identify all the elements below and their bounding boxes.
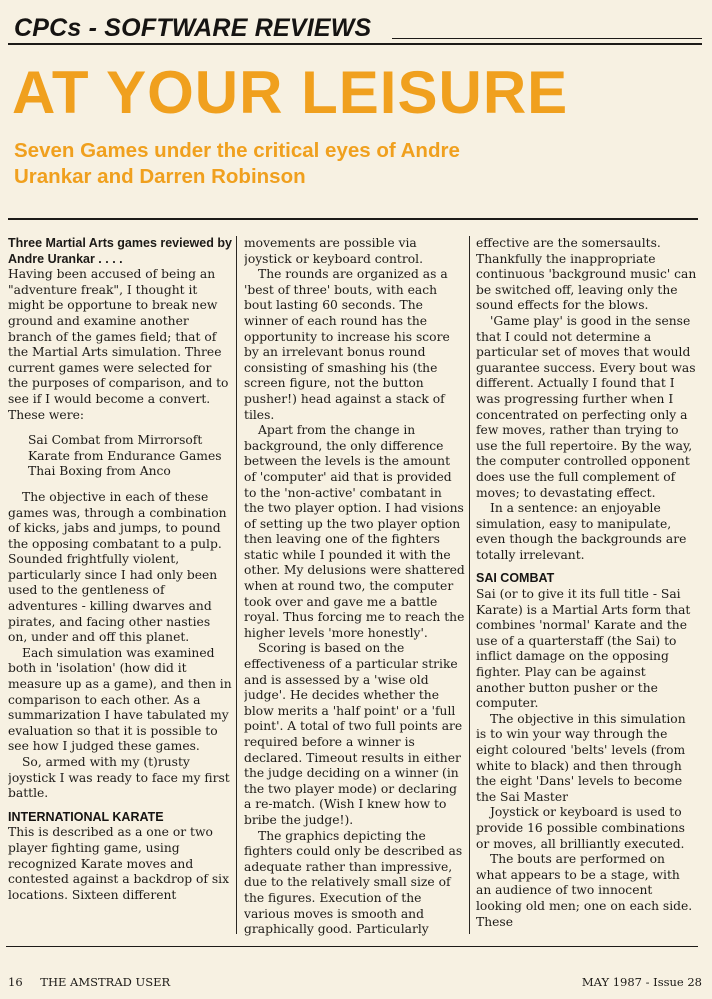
publication-name: THE AMSTRAD USER — [40, 975, 171, 989]
body-paragraph: Sai (or to give it its full title - Sai Karate) is a Martial Arts form that combines 'normal' Karate and the use of a quarterstaff (the Sai) to inflict damage on the opposing fighter. Play can be against another button pusher or the computer. — [476, 587, 691, 711]
body-paragraph: The objective in each of these games was, through a combination of kicks, jabs and jumps, to pound the opposing combatant to a pulp. Sounded frightfully violent, particularly since I had only been used to the gentleness of adventures - killing dwarves and pirates, and facing other nasties on, under and off this planet. — [8, 489, 227, 645]
intro-heading: Three Martial Arts games reviewed by Andre Urankar . . . . — [8, 236, 232, 266]
article-subtitle: Seven Games under the critical eyes of Andre Urankar and Darren Robinson — [14, 139, 460, 188]
column-divider-2 — [469, 236, 470, 934]
article-title: AT YOUR LEISURE — [12, 59, 569, 126]
body-paragraph: The bouts are performed on what appears to be a stage, with an audience of two innocent looking old men; one on each side. These — [476, 852, 693, 929]
header-rule — [8, 43, 702, 45]
games-list-item: Karate from Endurance Games — [28, 448, 222, 463]
page-number: 16 — [8, 975, 23, 989]
body-paragraph: The objective in this simulation is to win your way through the eight coloured 'belts' levels (from white to black) and then through the eight 'Dans' levels to become the Sai Master — [476, 711, 686, 804]
column-1 — [8, 236, 232, 936]
games-list-item: Sai Combat from Mirrorsoft — [28, 433, 203, 448]
sai-combat-heading: SAI COMBAT — [476, 571, 555, 586]
body-paragraph: Apart from the change in background, the only difference between the levels is the amount of 'computer' aid that is provided to the 'non-active' combatant in the two player option. I had visions of setting up the two player option then leaving one of the fighters static while I pounded it with the other. My delusions were shattered when at round two, the computer took over and gave me a battle royal. Thus forcing me to reach the higher levels 'more honestly'. — [244, 423, 465, 640]
body-paragraph: This is described as a one or two player fighting game, using recognized Karate moves and contested against a backdrop of six locations. Sixteen different — [8, 825, 230, 902]
body-paragraph: Scoring is based on the effectiveness of a particular strike and is assessed by a 'wise old judge'. He decides whether the blow merits a 'half point' or a 'full point'. A total of two full points are required before a winner is declared. Timeout results in either the judge deciding on a winner (in the two player mode) or declaring a re-match. (Wish I knew how to bribe the judge!). — [244, 641, 463, 827]
column-3 — [476, 236, 698, 936]
column-divider-1 — [236, 236, 237, 934]
body-paragraph: The graphics depicting the fighters could only be described as adequate rather than impressive, due to the relatively small size of the figures. Execution of the various moves is smooth and graphically good. Particularly — [244, 828, 463, 936]
body-paragraph: Joystick or keyboard is used to provide 16 possible combinations or moves, all brilliantly executed. — [476, 805, 685, 851]
body-paragraph: 'Game play' is good in the sense that I could not determine a particular set of moves that would guarantee success. Every bout was different. Actually I found that I was progressing further when I concentrated on perfecting only a few moves, rather than trying to use the full repertoire. By the way, the computer controlled opponent does use the full complement of moves; to devastating effect. — [476, 313, 696, 500]
intro-paragraph: Having been accused of being an "adventure freak", I thought it might be opportune to break new ground and examine another branch of the games field; that of the Martial Arts simulation. Three current games were selected for the purposes of comparison, and to see if I would become a convert. These were: — [8, 267, 229, 422]
issue-label: MAY 1987 - Issue 28 — [581, 975, 702, 989]
footer-rule — [6, 946, 698, 947]
games-list-item: Thai Boxing from Anco — [28, 464, 171, 479]
footer-folio — [8, 975, 170, 989]
section-label: CPCs - SOFTWARE REVIEWS — [14, 14, 372, 42]
body-paragraph: In a sentence: an enjoyable simulation, easy to manipulate, even though the backgrounds are totally irrelevant. — [476, 501, 687, 562]
games-list — [28, 433, 232, 480]
body-paragraph: movements are possible via joystick or keyboard control. — [244, 236, 424, 266]
body-paragraph: So, armed with my (t)rusty joystick I was ready to face my first battle. — [8, 755, 230, 801]
body-paragraph: Each simulation was examined both in 'isolation' (how did it measure up as a game), and then in comparison to each other. As a summarization I have tabulated my evaluation so that it is possible to see how I judged these games. — [8, 645, 232, 754]
column-2 — [244, 236, 465, 936]
international-karate-heading: INTERNATIONAL KARATE — [8, 809, 164, 824]
body-paragraph: The rounds are organized as a 'best of three' bouts, with each bout lasting 60 seconds. The winner of each round has the opportunity to increase his score by an irrelevant bonus round consisting of smashing his (the screen figure, not the button pusher!) head against a stack of tiles. — [244, 267, 450, 422]
body-paragraph: effective are the somersaults. Thankfully the inappropriate continuous 'background music' can be switched off, leaving only the sound effects for the blows. — [476, 236, 697, 313]
title-divider — [8, 218, 698, 220]
header-rule-thin — [392, 38, 702, 39]
